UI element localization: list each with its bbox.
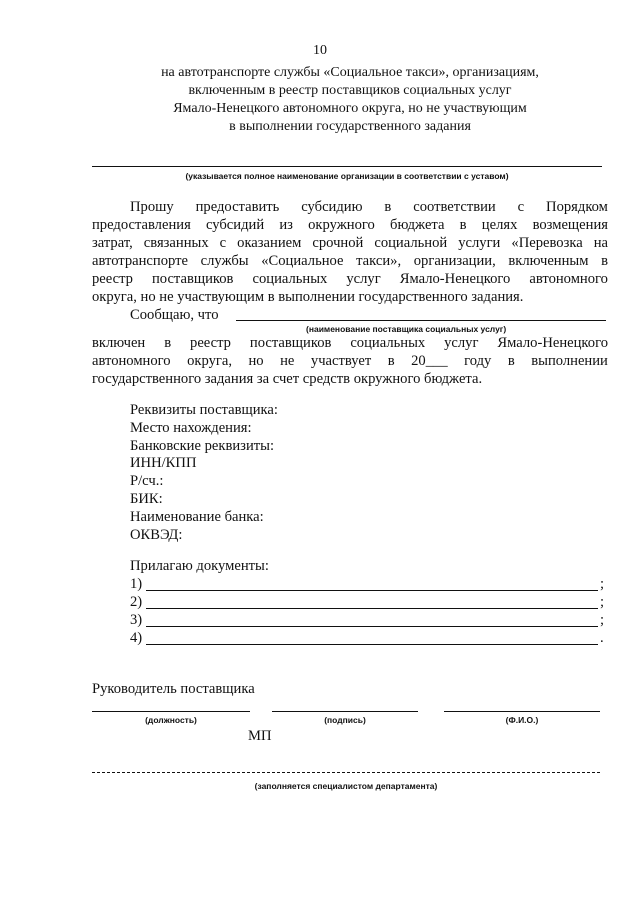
- department-caption: (заполняется специалистом департамента): [254, 781, 438, 791]
- para1-line: автотранспорте службы «Социальное такси», организации, включенным в: [92, 253, 608, 269]
- attach-line[interactable]: [146, 608, 598, 609]
- page-number: 10: [313, 43, 327, 58]
- attach-item: 3) ;: [130, 612, 605, 628]
- attach-line[interactable]: [146, 626, 598, 627]
- signature-caption: (подпись): [324, 715, 366, 725]
- requisite-item: ИНН/КПП: [130, 455, 197, 472]
- header-line: включенным в реестр поставщиков социальных услуг: [188, 83, 512, 98]
- requisite-item: Банковские реквизиты:: [130, 437, 274, 454]
- inclusion-paragraph: [92, 334, 608, 388]
- department-dashed-line: [92, 772, 600, 773]
- org-caption: (указывается полное наименование организации в соответствии с уставом): [185, 171, 509, 181]
- para1-line: затрат, связанных с оказанием срочной социальной услуги «Перевозка на: [92, 235, 608, 251]
- attach-item: 4) .: [130, 630, 604, 646]
- requisite-item: ОКВЭД:: [130, 526, 183, 543]
- fullname-caption: (Ф.И.О.): [505, 715, 539, 725]
- para1-line: предоставления субсидий из окружного бюджета в целях возмещения: [92, 217, 608, 233]
- header-block: [120, 64, 580, 136]
- report-label: Сообщаю, что: [130, 307, 219, 323]
- fullname-line[interactable]: [444, 711, 600, 712]
- attach-title: Прилагаю документы:: [130, 558, 269, 574]
- para2-last-line: государственного задания за счет средств окружного бюджета.: [92, 371, 483, 387]
- requisites-list: [130, 402, 278, 544]
- attach-line[interactable]: [146, 590, 598, 591]
- requisite-item: Место нахождения:: [130, 419, 252, 436]
- header-line: Ямало-Ненецкого автономного округа, но не участвующим: [173, 101, 527, 116]
- seal-label: МП: [248, 728, 272, 744]
- requisite-item: Наименование банка:: [130, 508, 264, 525]
- para1-line: реестр поставщиков социальных услуг Ямало-Ненецкого автономного: [92, 271, 608, 287]
- para1-line: Прошу предоставить субсидию в соответствии с Порядком: [130, 199, 608, 215]
- header-line: в выполнении государственного задания: [229, 119, 471, 134]
- provider-name-line[interactable]: [236, 320, 606, 321]
- request-paragraph: [92, 198, 608, 306]
- requisite-item: Реквизиты поставщика:: [130, 402, 278, 418]
- head-label: Руководитель поставщика: [92, 681, 255, 697]
- para1-last-line: округа, но не участвующим в выполнении государственного задания.: [92, 289, 524, 305]
- attach-line[interactable]: [146, 644, 598, 645]
- requisite-item: БИК:: [130, 490, 163, 507]
- attach-item: 2) ;: [130, 594, 605, 610]
- para2-line: включен в реестр поставщиков социальных услуг Ямало-Ненецкого: [92, 335, 608, 351]
- requisite-item: Р/сч.:: [130, 473, 164, 490]
- provider-caption: (наименование поставщика социальных услуг): [306, 324, 507, 334]
- header-line: на автотранспорте службы «Социальное такси», организациям,: [161, 65, 539, 80]
- attach-item: 1) ;: [130, 576, 605, 592]
- para2-line: автономного округа, но не участвует в 20___ году в выполнении: [92, 353, 608, 369]
- position-caption: (должность): [145, 715, 197, 725]
- position-line[interactable]: [92, 711, 250, 712]
- org-name-line[interactable]: [92, 166, 602, 167]
- signature-line[interactable]: [272, 711, 418, 712]
